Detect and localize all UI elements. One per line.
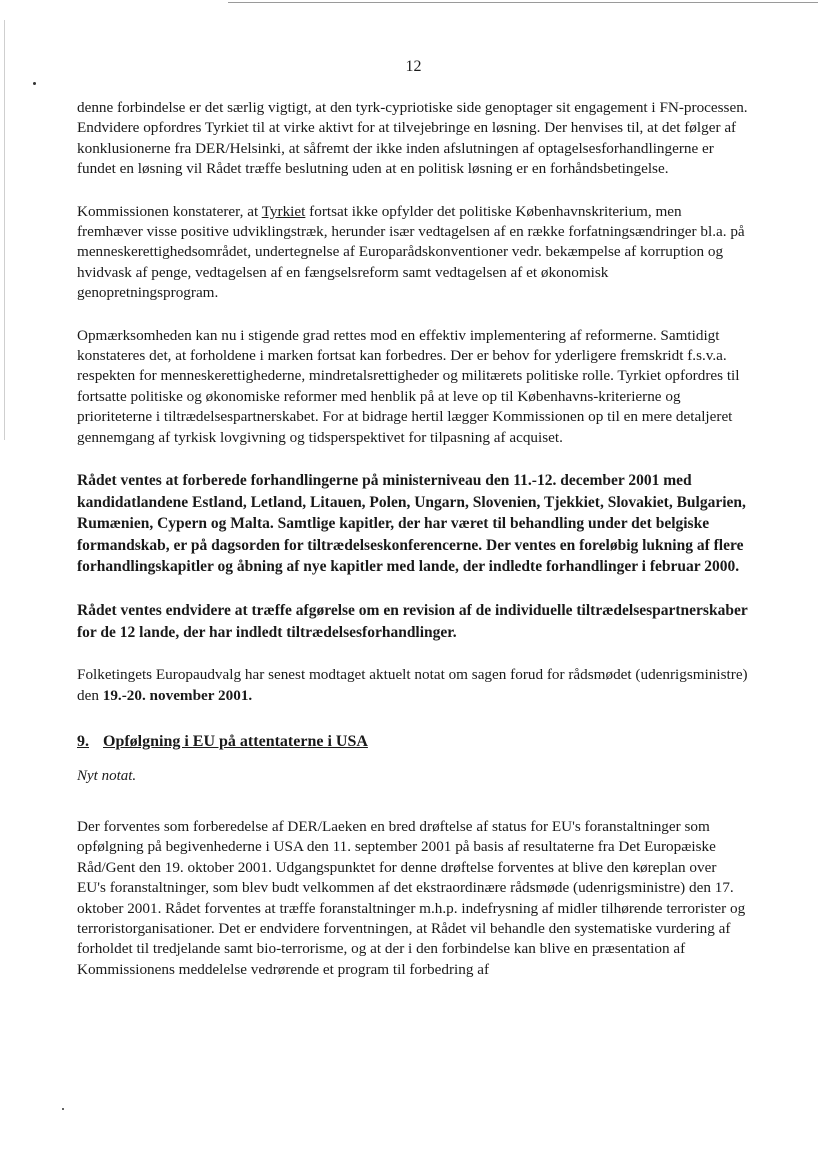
paragraph-negotiations: Rådet ventes at forberede forhandlingerne på ministerniveau den 11.-12. december 2001 med kandidatlandene Estland, Letland, Litauen, Polen, Ungarn, Slovenien, Tjekkiet, Slovakiet, Bulgarien, Rumænien, Cypern og Malta. Samtlige kapitler, der har været til behandling under det belgiske formandskab, er på dagsorden for tiltrædelseskonferencerne. Der ventes en foreløbig lukning af flere forhandlingskapitler og åbning af nye kapitler med lande, der indledte forhandlinger i februar 2000. xyxy=(77,472,746,576)
paragraph-turkey xyxy=(77,202,749,304)
paragraph-turkey-rest: fortsat ikke opfylder det politiske Københavnskriterium, men fremhæver visse positive udviklingstræk, herunder især vedtagelsen af en række forfatningsændringer bl.a. på menneskerettighedsområdet, undertegnelse af Europarådskonventioner vedr. bekæmpelse af korruption og hvidvask af penge, vedtagelsen af en fængselsreform samt vedtagelsen af et økonomisk genopretningsprogram. xyxy=(77,202,745,302)
scan-speck xyxy=(33,82,36,85)
section-heading xyxy=(77,732,749,752)
paragraph-europe-committee-start: Folketingets Europaudvalg har senest modtaget aktuelt notat om sagen forud for rådsmødet (udenrigsministre) den xyxy=(77,666,748,704)
paragraph-partnerships: Rådet ventes endvidere at træffe afgørelse om en revision af de individuelle tiltrædelsespartnerskaber for de 12 lande, der har indledt tiltrædelsesforhandlinger. xyxy=(77,602,748,641)
meeting-dates: 19.-20. november 2001. xyxy=(102,686,253,704)
new-note-label: Nyt notat. xyxy=(77,768,137,785)
section-number: 9. xyxy=(77,733,89,751)
paragraph-turkey-start: Kommissionen konstaterer, at xyxy=(77,202,262,220)
scan-edge-top xyxy=(228,2,818,3)
section-title: Opfølgning i EU på attentaterne i USA xyxy=(103,733,368,751)
paragraph-europe-committee xyxy=(77,665,749,706)
paragraph-cyprus: denne forbindelse er det særlig vigtigt, at den tyrk-cypriotiske side genoptager sit engagement i FN-processen. Endvidere opfordres Tyrkiet til at virke aktivt for at tilvejebringe en løsning. Der henvises til, at det følger af konklusionerne fra DER/Helsinki, at såfremt der ikke inden afslutningen af optagelsesforhandlingerne er fundet en løsning vil Rådet træffe beslutning uden at en politisk løsning er en forhåndsbetingelse. xyxy=(77,99,748,178)
turkey-link[interactable]: Tyrkiet xyxy=(261,202,306,220)
paragraph-terrorism: Der forventes som forberedelse af DER/Laeken en bred drøftelse af status for EU's foranstaltninger som opfølgning på begivenhederne i USA den 11. september 2001 på basis af resultaterne fra Det Europæiske Råd/Gent den 19. oktober 2001. Udgangspunktet for denne drøftelse forventes at blive den køreplan over EU's foranstaltninger, som blev budt velkommen af det ekstraordinære rådsmøde (udenrigsministre) den 17. oktober 2001. Rådet forventes at træffe foranstaltninger m.h.p. indefrysning af midler tilhørende terrorister og terroristorganisationer. Det er endvidere forventningen, at Rådet vil behandle den systematiske vurdering af forholdet til tredjelande samt bio-terrorisme, og at der i den forbindelse kan blive en præsentation af Kommissionens meddelelse vedrørende et program til forbedring af xyxy=(77,817,746,978)
scan-edge-left xyxy=(4,20,5,440)
page-number: 12 xyxy=(405,58,422,75)
document-body xyxy=(77,98,749,1002)
scan-speck xyxy=(62,1108,64,1110)
paragraph-reforms: Opmærksomheden kan nu i stigende grad rettes mod en effektiv implementering af reformerne. Samtidigt konstateres det, at forholdene i marken fortsat kan forbedres. Der er behov for yderligere fremskridt f.s.v.a. respekten for menneskerettighederne, mindretalsrettigheder og militærets politiske rolle. Tyrkiet opfordres til fortsatte politiske og økonomiske reformer med henblik på at leve op til Københavns-kriterierne og prioriteterne i tiltrædelsespartnerskabet. For at bidrage hertil lægger Kommissionen op til en mere detaljeret gennemgang af tyrkisk lovgivning og tidsperspektivet for tilpasning af acquiset. xyxy=(77,326,740,446)
